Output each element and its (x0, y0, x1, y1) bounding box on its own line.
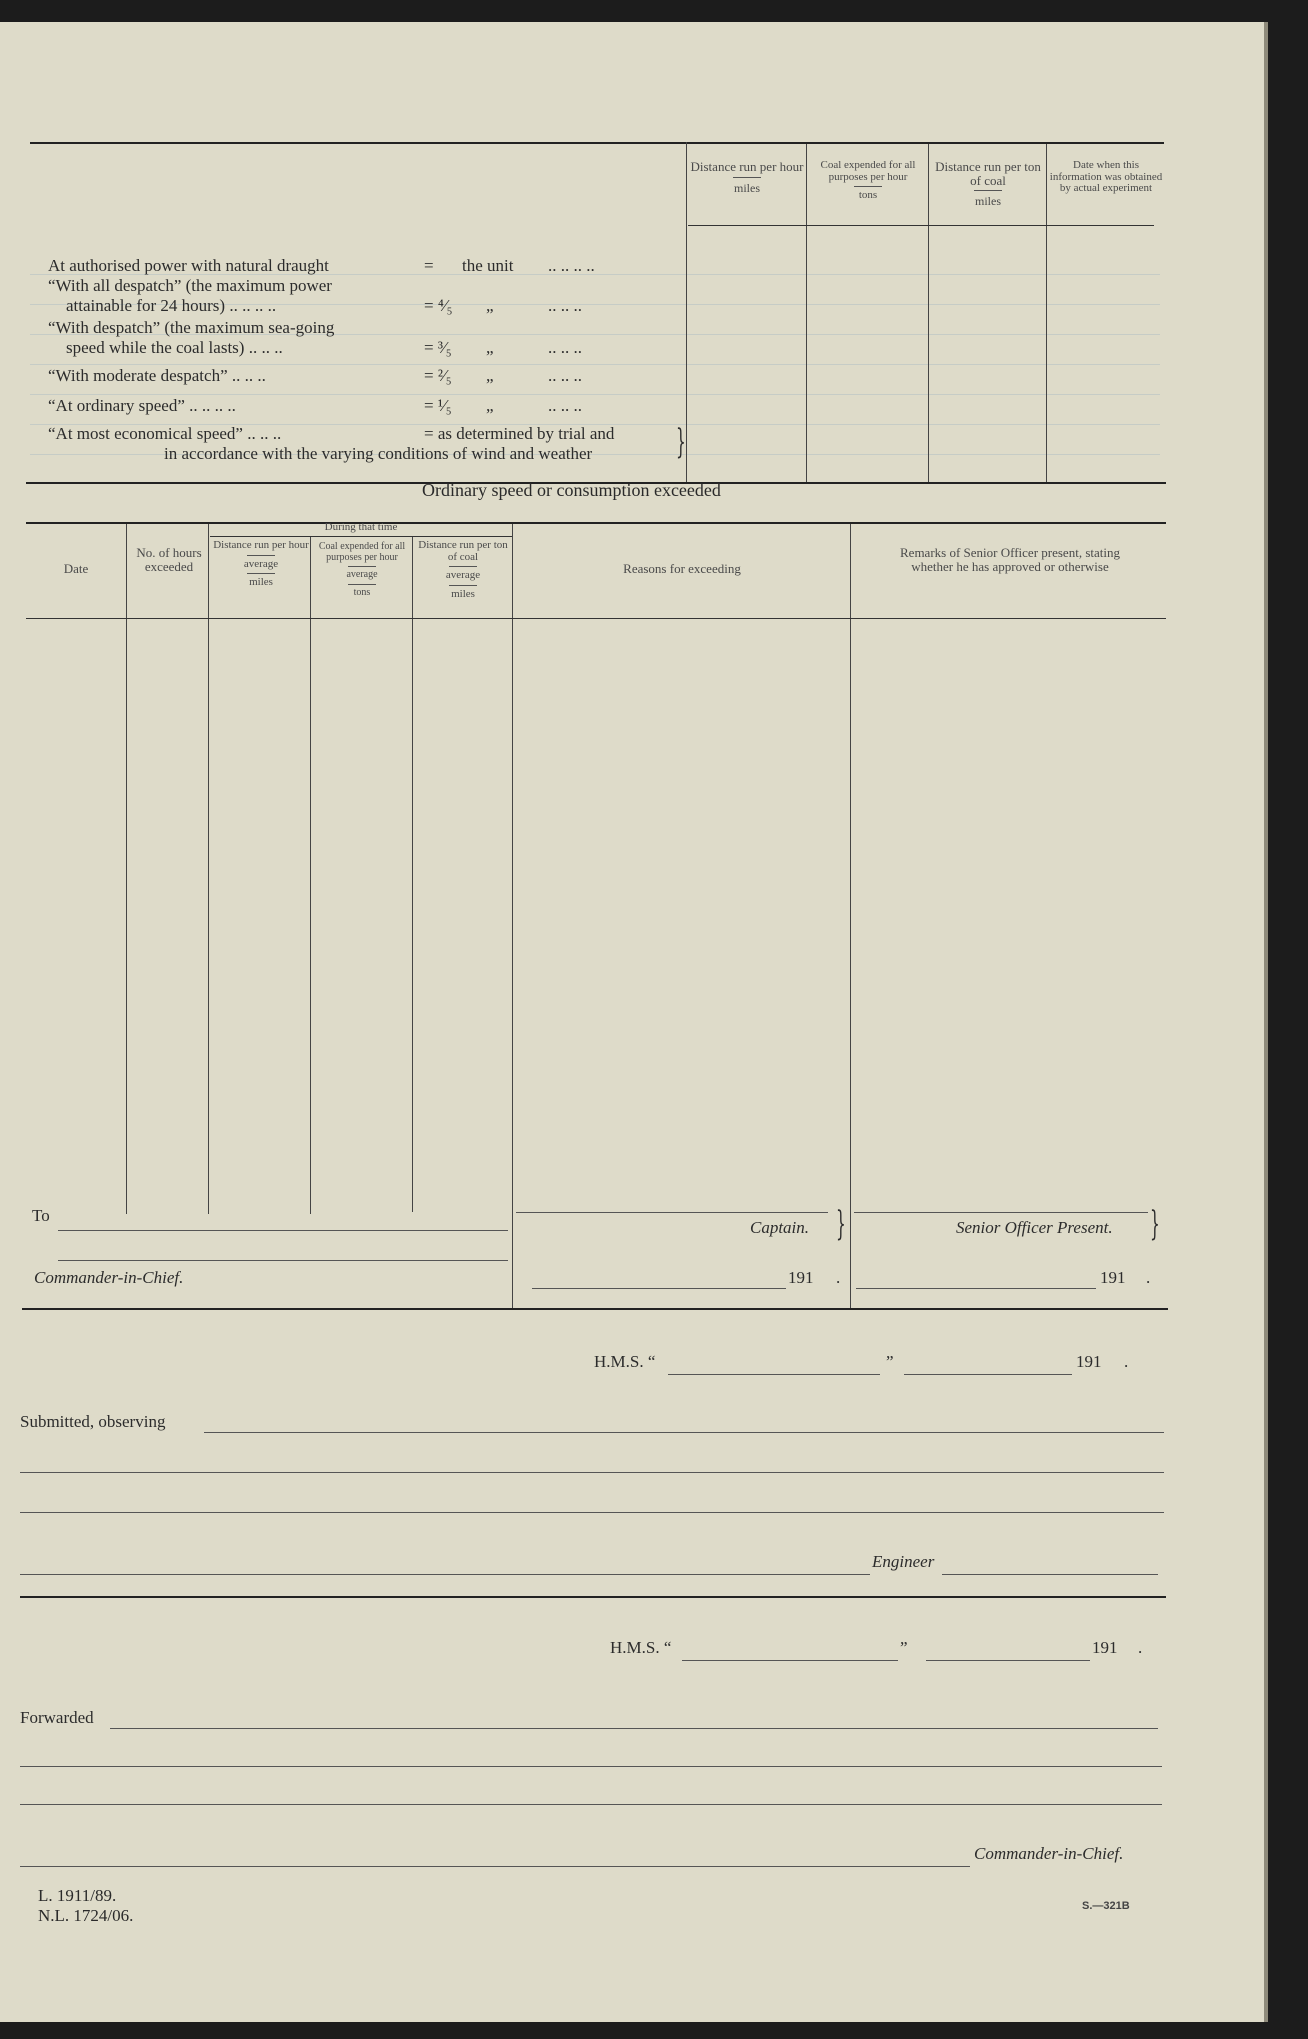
exceeded-header-rule (26, 618, 1166, 619)
close-quote: ” (900, 1638, 908, 1657)
col-header-distance-per-ton (930, 160, 1046, 208)
col-header-coal-per-hour (808, 160, 928, 202)
exceeded-title: Ordinary speed or consumption exceeded (422, 480, 721, 500)
row-label-all-despatch-cont: attainable for 24 hours) .. .. .. .. (66, 296, 277, 315)
column-label: Distance run per ton of coal (418, 539, 508, 563)
col-divider (806, 144, 807, 482)
footer-reference-2: N.L. 1724/06. (38, 1906, 134, 1925)
captain-label: Captain. (750, 1218, 810, 1237)
submitted-line-3[interactable] (20, 1512, 1164, 1513)
brace-icon: } (1150, 1204, 1160, 1244)
column-unit: tons (353, 586, 371, 598)
col-header-reasons: Reasons for exceeding (623, 561, 741, 576)
col-header-distance-per-hour (212, 540, 310, 589)
senior-officer-label: Senior Officer Present. (956, 1218, 1113, 1237)
ship-name-field[interactable] (682, 1660, 898, 1661)
period: . (1124, 1352, 1129, 1371)
col-divider (208, 524, 209, 1214)
row-dots: .. .. .. .. (548, 256, 595, 275)
period: . (1138, 1638, 1143, 1657)
column-unit: miles (975, 194, 1001, 209)
close-quote: ” (886, 1352, 894, 1371)
submission-year: 191 (1076, 1352, 1102, 1371)
row-ditto: „ (486, 366, 494, 385)
row-ditto: „ (486, 396, 494, 415)
to-field[interactable] (58, 1230, 508, 1231)
captain-signature-field[interactable] (516, 1212, 828, 1213)
column-sublabel: average (346, 569, 378, 580)
column-label: Coal expended for all purposes per hour (318, 541, 406, 563)
row-label-economical-cont: in accordance with the varying conditions of wind and weather (164, 444, 593, 463)
col-header-coal-per-hour (312, 542, 412, 598)
top-header-rule (688, 225, 1154, 226)
group-header-during-that-time: During that time (324, 521, 398, 533)
exceeded-bottom-rule (22, 1308, 1168, 1310)
column-unit: miles (249, 576, 273, 589)
row-eq: = as determined by trial and (424, 424, 615, 443)
form-page (0, 22, 1268, 2022)
engineer-signature-field[interactable] (20, 1574, 870, 1575)
row-eq: = ¹⁄₅ (424, 396, 452, 415)
period: . (1146, 1268, 1151, 1287)
row-eq: = ³⁄₅ (424, 338, 452, 357)
form-number: S.—321B (1082, 1900, 1130, 1912)
to-label: To (32, 1206, 50, 1225)
column-label: Distance run per hour (690, 159, 804, 174)
column-label: Date when this information was obtained by actual experiment (1049, 159, 1163, 195)
col-divider (310, 536, 311, 1214)
row-label-despatch: “With despatch” (the maximum sea-going (48, 318, 335, 337)
top-table-top-rule (30, 142, 1164, 144)
captain-year: 191 (788, 1268, 814, 1287)
footer-reference-1: L. 1911/89. (38, 1886, 117, 1905)
brace-icon: } (676, 422, 686, 462)
forwarding-date-field[interactable] (926, 1660, 1090, 1661)
col-divider (850, 524, 851, 1308)
row-label-authorised-power: At authorised power with natural draught (48, 256, 329, 275)
forwarding-cinc-label: Commander-in-Chief. (974, 1844, 1124, 1863)
ruled-line (30, 364, 1160, 365)
row-dots: .. .. .. (548, 396, 582, 415)
row-label-ordinary-speed: “At ordinary speed” .. .. .. .. (48, 396, 236, 415)
col-header-hours-exceeded: No. of hours exceeded (136, 545, 202, 574)
row-ditto: „ (486, 296, 494, 315)
row-dots: .. .. .. (548, 366, 582, 385)
captain-date-field[interactable] (532, 1288, 786, 1289)
row-eq: = (424, 256, 434, 275)
hms-prefix: H.M.S. “ (610, 1638, 672, 1657)
submission-bottom-rule (20, 1596, 1166, 1598)
col-header-distance-per-ton (414, 540, 512, 600)
ship-name-field[interactable] (668, 1374, 880, 1375)
senior-officer-date-field[interactable] (856, 1288, 1096, 1289)
submission-date-field[interactable] (904, 1374, 1072, 1375)
col-divider (686, 142, 687, 482)
group-header-rule (210, 536, 512, 537)
col-divider (928, 144, 929, 482)
senior-officer-signature-field[interactable] (854, 1212, 1148, 1213)
column-label: Coal expended for all purposes per hour (820, 159, 916, 183)
row-label-moderate-despatch: “With moderate despatch” .. .. .. (48, 366, 266, 385)
col-header-date: Date (63, 561, 89, 576)
hms-prefix: H.M.S. “ (594, 1352, 656, 1371)
senior-officer-year: 191 (1100, 1268, 1126, 1287)
col-divider (1046, 144, 1047, 482)
brace-icon: } (836, 1204, 846, 1244)
commander-in-chief-label: Commander-in-Chief. (34, 1268, 184, 1287)
forwarded-line-3[interactable] (20, 1804, 1162, 1805)
col-divider (126, 524, 127, 1214)
column-unit: miles (451, 587, 475, 600)
ruled-line (30, 394, 1160, 395)
row-label-all-despatch: “With all despatch” (the maximum power (48, 276, 332, 295)
column-label: Distance run per ton of coal (935, 159, 1041, 188)
col-divider (512, 524, 513, 1308)
cinc-signature-field[interactable] (20, 1866, 970, 1867)
to-field-second-line[interactable] (58, 1260, 508, 1261)
column-unit: miles (734, 180, 760, 195)
column-label: Distance run per hour (213, 539, 309, 551)
row-ditto: „ (486, 338, 494, 357)
column-sublabel: average (243, 557, 279, 570)
forwarding-year: 191 (1092, 1638, 1118, 1657)
forwarded-field[interactable] (110, 1728, 1158, 1729)
exceeded-top-rule (26, 522, 1166, 524)
engineer-label: Engineer (872, 1552, 935, 1571)
col-divider (412, 536, 413, 1212)
period: . (836, 1268, 841, 1287)
col-header-remarks: Remarks of Senior Officer present, stating whether he has approved or otherwise (900, 545, 1120, 574)
column-unit: tons (858, 189, 878, 202)
row-value: the unit (462, 256, 514, 275)
submitted-line-2[interactable] (20, 1472, 1164, 1473)
submitted-label: Submitted, observing (20, 1412, 166, 1431)
col-header-date-obtained (1048, 160, 1164, 195)
row-label-economical-speed: “At most economical speed” .. .. .. (48, 424, 282, 443)
row-label-despatch-cont: speed while the coal lasts) .. .. .. (66, 338, 283, 357)
row-dots: .. .. .. (548, 296, 582, 315)
forwarded-line-2[interactable] (20, 1766, 1162, 1767)
row-dots: .. .. .. (548, 338, 582, 357)
col-header-distance-per-hour (688, 160, 806, 194)
column-sublabel: average (445, 569, 481, 582)
row-eq: = ²⁄₅ (424, 366, 452, 385)
forwarded-label: Forwarded (20, 1708, 94, 1727)
row-eq: = ⁴⁄₅ (424, 296, 453, 315)
engineer-name-field[interactable] (942, 1574, 1158, 1575)
submitted-observing-field[interactable] (204, 1432, 1164, 1433)
